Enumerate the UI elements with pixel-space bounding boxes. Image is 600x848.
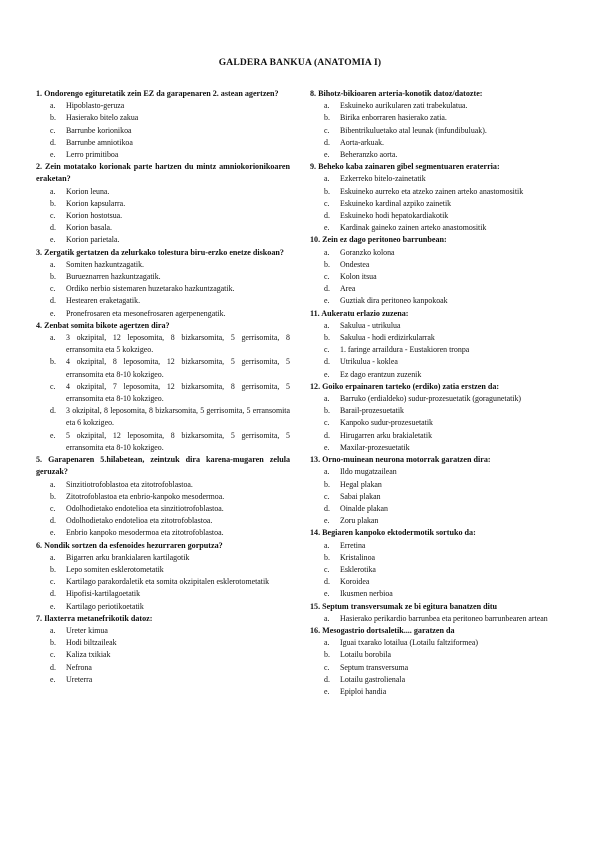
answer-option [36,662,290,674]
answer-option [36,100,290,112]
option-letter: e. [50,235,56,245]
option-text: Kristalinoa [340,552,376,562]
option-text: 4 okzipital, 7 leposomita, 12 bizkarsomita, 8 gerrisomita, 5 erransomita eta 8-10 kokzigeo. [66,381,290,404]
option-letter: a. [50,186,56,196]
question-block [310,527,564,600]
answer-option [310,662,564,674]
answer-option [36,479,290,491]
option-letter: b. [50,113,56,123]
option-text: Kanpoko sudur-prozesuetatik [340,418,433,428]
option-letter: a. [324,247,330,257]
question-block [310,308,564,381]
option-text: Zitotrofoblastoa eta enbrio-kanpoko mesodermoa. [66,491,225,501]
answer-option [310,637,564,649]
question-block [36,161,290,246]
answer-option [36,601,290,613]
option-text: Zoru plakan [340,516,379,526]
option-letter: e. [324,369,330,379]
option-letter: d. [324,430,330,440]
answer-option [310,564,564,576]
answer-option [310,210,564,222]
option-text: Utrikulua - koklea [340,357,398,367]
answer-option [36,381,290,405]
question-text: 16. Mesogastrio dortsaletik.... garatzen da [310,625,455,635]
answer-option [310,247,564,259]
option-text: Kartilago periotikoetatik [66,601,144,611]
answer-option [310,137,564,149]
option-text: Erretina [340,540,366,550]
option-letter: b. [324,333,330,343]
answer-option [36,576,290,588]
option-letter: c. [50,211,56,221]
option-letter: a. [324,467,330,477]
answer-options [36,332,290,454]
option-text: 5 okzipital, 12 leposomita, 8 bizkarsomita, 5 gerrisomita, 5 erransomita eta 8-10 kokzigeo. [66,430,290,452]
option-text: Bibentrikuluetako atal leunak (infundibuluak). [340,125,487,135]
answer-option [36,637,290,649]
question-block [310,161,564,234]
option-text: Lotailu borobila [340,650,392,660]
answer-option [36,222,290,234]
answer-options [36,479,290,540]
option-letter: b. [50,564,56,574]
question-text: 10. Zein ez dago peritoneo barrunbean: [310,235,447,245]
answer-option [310,491,564,503]
option-text: Barail-prozesuetatik [340,406,404,416]
answer-options [310,393,564,454]
option-text: Ondestea [340,259,370,269]
answer-option [310,344,564,356]
answer-option [36,552,290,564]
option-letter: e. [50,528,56,538]
option-letter: b. [50,272,56,282]
option-text: Sinzitiotrofoblastoa eta zitotrofoblastoa. [66,479,193,489]
option-letter: b. [50,638,56,648]
question-text: 15. Septum transversumak ze bi egitura banatzen ditu [310,601,498,611]
option-letter: e. [50,674,56,684]
answer-options [310,173,564,234]
option-text: Odolhodietako endotelioa eta sinzitiotrofoblastoa. [66,503,224,513]
answer-option [36,149,290,161]
option-text: Ez dago erantzun zuzenik [340,369,422,379]
option-letter: a. [50,552,56,562]
answer-option [310,588,564,600]
option-text: Ureter kimua [66,625,108,635]
answer-option [310,222,564,234]
option-text: Ordiko nerbio sistemaren huzetarako hazkuntzagatik. [66,284,235,294]
question-block [36,454,290,539]
option-text: Eskuineko kardinal azpiko zainetik [340,198,452,208]
answer-option [36,527,290,539]
option-letter: d. [324,137,330,147]
option-text: Bigarren arku brankialaren kartilagotik [66,552,190,562]
option-text: Esklerotika [340,564,376,574]
option-letter: b. [50,198,56,208]
answer-option [36,125,290,137]
option-text: Odolhodietako endotelioa eta zitotrofoblastoa. [66,516,213,526]
option-letter: b. [324,406,330,416]
option-letter: a. [324,394,330,404]
answer-option [310,295,564,307]
question-block [36,613,290,686]
option-letter: c. [324,272,330,282]
option-text: Ureterra [66,674,93,684]
option-text: Lerro primitiboa [66,150,119,160]
question-text: 11. Aukeratu erlazio zuzena: [310,308,409,318]
answer-option [36,503,290,515]
option-text: Oinalde plakan [340,503,388,513]
answer-option [310,430,564,442]
option-text: Birika enborraren hasierako zatia. [340,113,447,123]
option-letter: a. [50,625,56,635]
option-letter: b. [324,259,330,269]
answer-option [36,356,290,380]
option-text: Kardinak gaineko zainen arteko anastomositik [340,223,487,233]
answer-option [310,149,564,161]
option-letter: c. [324,345,330,355]
option-text: Hipofisi-kartilagoetatik [66,589,141,599]
option-text: Eskuineko aurreko eta atzeko zainen arteko anastomositik [340,186,524,196]
option-letter: d. [50,223,56,233]
question-text: 4. Zenbat somita bikote agertzen dira? [36,320,170,330]
option-letter: d. [50,296,56,306]
option-text: Hestearen eraketagatik. [66,296,141,306]
option-text: Korion basala. [66,223,113,233]
option-text: Kartilago parakordaletik eta somita okzipitalen esklerotometatik [66,577,270,587]
option-text: Kaliza txikiak [66,650,111,660]
option-text: Barrunbe korionikoa [66,125,132,135]
question-block [310,454,564,527]
option-letter: d. [50,516,56,526]
answer-option [310,613,564,625]
option-text: Hasierako bitelo zakua [66,113,139,123]
option-text: Septum transversuma [340,662,409,672]
option-letter: a. [50,333,56,343]
option-text: Koroidea [340,577,370,587]
answer-option [36,674,290,686]
answer-option [310,100,564,112]
answer-option [310,442,564,454]
question-text: 5. Garapenaren 5.hilabetean, zeintzuk dira karena-mugaren zelula geruzak? [36,455,290,477]
question-text: 3. Zergatik gertatzen da zelurkako tolestura biru-erzko enetze diskoan? [36,247,284,257]
option-text: Goranzko kolona [340,247,395,257]
answer-options [310,613,564,625]
option-letter: b. [324,650,330,660]
answer-options [310,466,564,527]
question-block [310,381,564,454]
question-text: 9. Beheko kaba zainaren gibel segmentuaren eraterria: [310,162,500,172]
option-letter: c. [50,284,56,294]
option-text: Ezkerreko bitelo-zainetatik [340,174,426,184]
option-text: Enbrio kanpoko mesodermoa eta zitotrofoblastoa. [66,528,224,538]
answer-option [36,625,290,637]
option-text: Somiten hazkuntzagatik. [66,259,145,269]
option-text: Barrunbe amniotikoa [66,137,133,147]
answer-option [36,564,290,576]
question-text: 7. Ilaxterra metanefrikotik datoz: [36,613,153,623]
answer-option [310,540,564,552]
option-letter: a. [324,613,330,623]
option-letter: e. [324,296,330,306]
answer-option [310,393,564,405]
option-text: 1. faringe arraildura - Eustakioren tronpa [340,345,470,355]
option-text: Guztiak dira peritoneo kanpokoak [340,296,448,306]
answer-option [310,369,564,381]
question-text: 8. Bihotz-bikioaren arteria-konotik datoz/datozte: [310,89,483,98]
answer-option [310,552,564,564]
option-letter: c. [50,577,56,587]
option-letter: c. [50,503,56,513]
answer-option [310,186,564,198]
answer-option [36,210,290,222]
option-letter: b. [324,552,330,562]
option-letter: b. [324,479,330,489]
answer-options [36,625,290,686]
answer-option [310,198,564,210]
answer-options [310,320,564,381]
option-text: Barruko (erdialdeko) sudur-prozesuetatik (goragunetatik) [340,394,522,404]
option-text: Korion kapsularra. [66,198,126,208]
answer-option [36,234,290,246]
answer-option [310,686,564,698]
option-letter: b. [50,357,56,367]
left-question-column [36,88,290,698]
option-text: Iguai txarako lotailua (Lotailu faltziformea) [340,638,479,648]
answer-option [310,332,564,344]
option-letter: d. [50,589,56,599]
answer-options [36,100,290,161]
question-block [310,88,564,161]
answer-options [310,100,564,161]
option-letter: b. [324,113,330,123]
answer-option [310,417,564,429]
answer-option [310,674,564,686]
answer-option [310,173,564,185]
option-letter: a. [324,101,330,111]
answer-option [310,356,564,368]
option-text: Hasierako perikardio barrunbea eta peritoneo barrunbearen artean [340,613,548,623]
question-block [36,247,290,320]
option-letter: a. [324,540,330,550]
option-text: Hipoblasto-geruza [66,101,125,111]
option-letter: e. [324,589,330,599]
question-block [36,540,290,613]
answer-option [36,283,290,295]
answer-options [310,637,564,698]
question-block [310,625,564,698]
answer-option [36,186,290,198]
answer-option [310,259,564,271]
option-letter: e. [324,223,330,233]
answer-option [36,515,290,527]
answer-option [36,588,290,600]
answer-options [310,540,564,601]
option-text: Hodi biltzaileak [66,638,117,648]
answer-options [310,247,564,308]
option-letter: c. [324,418,330,428]
question-columns [36,88,564,698]
question-text: 14. Begiaren kanpoko ektodermotik sortuko da: [310,528,476,538]
right-question-column [310,88,564,698]
option-text: Eskuineko hodi hepatokardiakotik [340,211,449,221]
option-text: Area [340,284,356,294]
question-block [310,234,564,307]
answer-option [310,112,564,124]
answer-option [310,283,564,295]
answer-option [36,295,290,307]
option-letter: d. [324,674,330,684]
option-text: Korion parietala. [66,235,120,245]
option-letter: d. [324,577,330,587]
option-letter: d. [324,503,330,513]
option-letter: e. [324,442,330,452]
option-letter: e. [50,430,56,440]
answer-option [310,515,564,527]
option-letter: b. [324,186,330,196]
option-text: Epiploi handia [340,686,387,696]
option-text: Lepo somiten esklerotometatik [66,564,164,574]
answer-option [36,259,290,271]
answer-option [310,125,564,137]
answer-option [36,405,290,429]
option-letter: e. [324,686,330,696]
option-text: Lotailu gastrolienala [340,674,406,684]
option-text: Sakulua - hodi erdizirkularrak [340,333,435,343]
answer-option [310,320,564,332]
question-text: 6. Nondik sortzen da esfenoides hezurraren gorputza? [36,540,223,550]
option-text: Burueznarren hazkuntzagatik. [66,272,161,282]
option-text: Ildo mugatzailean [340,467,397,477]
option-letter: c. [324,491,330,501]
option-letter: d. [50,137,56,147]
answer-option [36,430,290,454]
option-letter: d. [324,211,330,221]
option-text: Beheranzko aorta. [340,150,398,160]
answer-option [36,198,290,210]
question-block [36,320,290,454]
option-text: Nefrona [66,662,92,672]
answer-option [310,576,564,588]
answer-option [310,503,564,515]
option-letter: a. [50,479,56,489]
option-letter: a. [50,101,56,111]
option-letter: d. [324,357,330,367]
answer-option [310,405,564,417]
option-letter: c. [50,381,56,391]
option-letter: d. [324,284,330,294]
question-text: 2. Zein motatako korionak parte hartzen du mintz amniokorionikoaren eraketan? [36,162,290,184]
option-letter: e. [324,150,330,160]
option-text: Kolon itsua [340,272,377,282]
option-letter: e. [50,308,56,318]
option-letter: d. [50,662,56,672]
option-text: Korion leuna. [66,186,110,196]
option-text: 3 okzipital, 8 leposomita, 8 bizkarsomita, 5 gerrisomita, 5 erransomita eta 6 kokzigeo. [66,406,290,428]
answer-option [36,332,290,356]
answer-option [310,271,564,283]
option-text: Sabai plakan [340,491,381,501]
answer-options [36,186,290,247]
answer-option [36,271,290,283]
option-text: Hirugarren arku brakialetatik [340,430,433,440]
option-text: 3 okzipital, 12 leposomita, 8 bizkarsomita, 5 gerrisomita, 8 erransomita eta 5 kokzigeo. [66,333,290,355]
answer-option [310,649,564,661]
document-title: GALDERA BANKUA (ANATOMIA I) [218,58,382,68]
answer-option [310,466,564,478]
option-text: Aorta-arkuak. [340,137,385,147]
question-block [36,88,290,161]
option-text: 4 okzipital, 8 leposomita, 12 bizkarsomita, 5 gerrisomita, 5 erransomita eta 8-10 kokzigeo. [66,357,290,379]
option-text: Maxilar-prozesuetatik [340,442,410,452]
option-letter: e. [324,516,330,526]
option-text: Ikusmen nerbioa [340,589,393,599]
option-letter: a. [324,174,330,184]
question-text: 1. Ondorengo egituretatik zein EZ da garapenaren 2. astean agertzen? [36,89,279,98]
answer-option [36,137,290,149]
option-letter: b. [50,491,56,501]
option-letter: c. [50,125,56,135]
option-letter: a. [324,638,330,648]
question-text: 13. Orno-muinean neurona motorrak garatzen dira: [310,455,491,465]
option-text: Pronefrosaren eta mesonefrosaren agerpenengatik. [66,308,226,318]
option-text: Hegal plakan [340,479,382,489]
answer-options [36,259,290,320]
option-letter: c. [324,564,330,574]
option-letter: c. [324,198,330,208]
option-text: Eskuineko aurikularen zati trabekulatua. [340,101,468,111]
answer-options [36,552,290,613]
option-text: Sakulua - utrikulua [340,320,401,330]
option-letter: c. [50,650,56,660]
option-letter: d. [50,406,56,416]
answer-option [36,112,290,124]
answer-option [310,479,564,491]
option-letter: c. [324,125,330,135]
option-letter: c. [324,662,330,672]
option-letter: e. [50,150,56,160]
question-text: 12. Goiko erpainaren tarteko (erdiko) zatia erstzen da: [310,381,500,391]
question-block [310,601,564,625]
answer-option [36,308,290,320]
option-letter: a. [50,259,56,269]
answer-option [36,649,290,661]
option-text: Korion hostotsua. [66,211,123,221]
answer-option [36,491,290,503]
option-letter: a. [324,320,330,330]
option-letter: e. [50,601,56,611]
